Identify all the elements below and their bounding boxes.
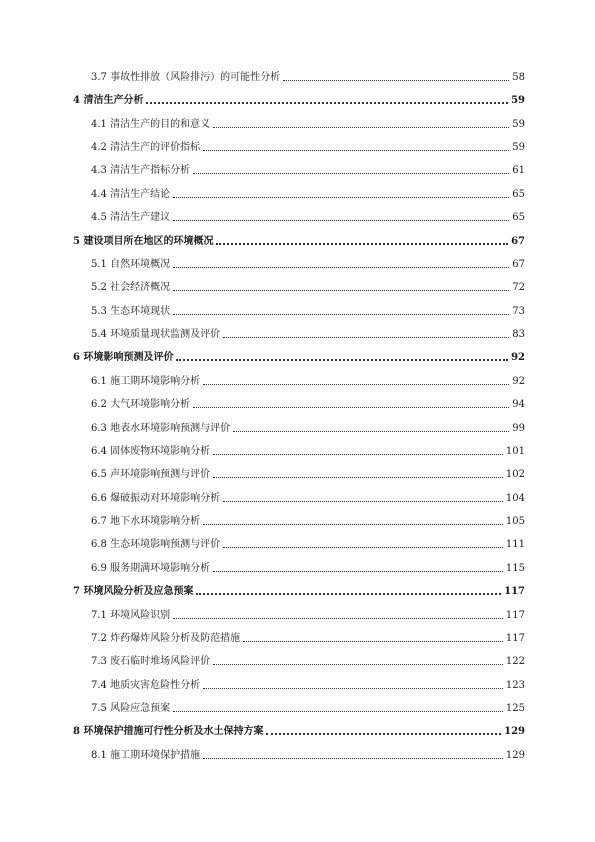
dot-leader xyxy=(283,80,509,81)
toc-section-entry[interactable] xyxy=(91,304,525,318)
dot-leader xyxy=(243,641,503,642)
toc-entry-title: 6.1 施工期环境影响分析 xyxy=(91,375,201,387)
toc-page-number: 102 xyxy=(505,469,525,481)
toc-entry-title: 3.7 事故性排放（风险排污）的可能性分析 xyxy=(91,72,281,83)
toc-page-number: 104 xyxy=(505,492,525,504)
toc-entry-title: 6.4 固体废物环境影响分析 xyxy=(91,445,211,457)
toc-entry-title: 5 建设项目所在地区的环境概况 xyxy=(73,235,214,247)
dot-leader xyxy=(203,150,509,151)
toc-entry-title: 7 环境风险分析及应急预案 xyxy=(73,586,194,598)
toc-page-number: 59 xyxy=(512,142,525,154)
dot-leader xyxy=(173,314,509,315)
toc-section-entry[interactable] xyxy=(91,654,525,668)
dot-leader xyxy=(173,711,503,712)
toc-section-entry[interactable] xyxy=(91,187,525,201)
toc-page-number: 59 xyxy=(511,95,525,107)
toc-section-entry[interactable] xyxy=(91,257,525,271)
toc-entry-title: 6.9 服务期满环境影响分析 xyxy=(91,562,211,574)
toc-page-number: 105 xyxy=(505,516,525,528)
toc-entry-title: 5.1 自然环境概况 xyxy=(91,258,171,270)
toc-entry-title: 6.2 大气环境影响分析 xyxy=(91,399,191,411)
toc-entry-title: 4.1 清洁生产的目的和意义 xyxy=(91,118,211,130)
dot-leader xyxy=(196,593,501,595)
toc-section-entry[interactable] xyxy=(91,444,525,458)
toc-section-entry[interactable] xyxy=(91,491,525,505)
toc-entry-title: 5.2 社会经济概况 xyxy=(91,282,171,294)
toc-page-number: 122 xyxy=(505,656,525,668)
toc-entry-title: 6.7 地下水环境影响分析 xyxy=(91,516,201,528)
toc-entry-title: 8 环境保护措施可行性分析及水土保持方案 xyxy=(73,726,264,738)
dot-leader xyxy=(213,127,509,128)
dot-leader xyxy=(173,290,509,291)
toc-section-entry[interactable] xyxy=(91,748,525,762)
toc-page-number: 73 xyxy=(512,305,525,317)
dot-leader xyxy=(203,758,503,759)
dot-leader xyxy=(203,688,503,689)
toc-entry-title: 4.3 清洁生产指标分析 xyxy=(91,165,191,177)
toc-page-number: 94 xyxy=(512,399,525,411)
dot-leader xyxy=(213,664,503,665)
dot-leader xyxy=(213,571,503,572)
toc-page-number: 59 xyxy=(512,118,525,130)
toc-entry-title: 6.6 爆破振动对环境影响分析 xyxy=(91,492,221,504)
toc-section-entry[interactable] xyxy=(91,70,525,84)
toc-chapter-entry[interactable] xyxy=(73,234,525,248)
dot-leader xyxy=(203,384,509,385)
toc-page-number: 129 xyxy=(504,726,525,738)
toc-section-entry[interactable] xyxy=(91,421,525,435)
toc-section-entry[interactable] xyxy=(91,163,525,177)
toc-entry-title: 8.1 施工期环境保护措施 xyxy=(91,749,201,761)
dot-leader xyxy=(223,501,503,502)
toc-entry-title: 4.2 清洁生产的评价指标 xyxy=(91,142,201,154)
toc-section-entry[interactable] xyxy=(91,117,525,131)
toc-page-number: 58 xyxy=(512,72,525,83)
toc-page-number: 117 xyxy=(505,632,525,644)
toc-page-number: 92 xyxy=(512,375,525,387)
dot-leader xyxy=(266,733,501,735)
toc-entry-title: 5.3 生态环境现状 xyxy=(91,305,171,317)
toc-page-number: 125 xyxy=(505,702,525,714)
dot-leader xyxy=(216,243,508,245)
dot-leader xyxy=(193,407,509,408)
dot-leader xyxy=(173,220,509,221)
toc-entry-title: 5.4 环境质量现状监测及评价 xyxy=(91,329,221,341)
toc-section-entry[interactable] xyxy=(91,701,525,715)
toc-entry-title: 6.3 地表水环境影响预测与评价 xyxy=(91,422,231,434)
toc-chapter-entry[interactable] xyxy=(73,93,525,107)
dot-leader xyxy=(223,547,503,548)
toc-page-number: 117 xyxy=(505,609,525,621)
toc-entry-title: 4.4 清洁生产结论 xyxy=(91,188,171,200)
dot-leader xyxy=(193,173,509,174)
dot-leader xyxy=(146,102,508,104)
toc-section-entry[interactable] xyxy=(91,467,525,481)
toc-entry-title: 7.1 环境风险识别 xyxy=(91,609,171,621)
toc-page-number: 72 xyxy=(512,282,525,294)
toc-page-number: 67 xyxy=(512,258,525,270)
toc-section-entry[interactable] xyxy=(91,374,525,388)
toc-chapter-entry[interactable] xyxy=(73,584,525,598)
toc-page-number: 83 xyxy=(512,329,525,341)
toc-section-entry[interactable] xyxy=(91,210,525,224)
toc-section-entry[interactable] xyxy=(91,561,525,575)
dot-leader xyxy=(213,454,503,455)
dot-leader xyxy=(173,197,509,198)
toc-page-number: 61 xyxy=(512,165,525,177)
dot-leader xyxy=(213,477,503,478)
toc-section-entry[interactable] xyxy=(91,631,525,645)
toc-page-number: 67 xyxy=(511,235,525,247)
toc-section-entry[interactable] xyxy=(91,537,525,551)
toc-entry-title: 4 清洁生产分析 xyxy=(73,95,144,107)
dot-leader xyxy=(173,267,509,268)
toc-section-entry[interactable] xyxy=(91,397,525,411)
toc-page-number: 111 xyxy=(505,539,525,551)
dot-leader xyxy=(173,618,503,619)
toc-entry-title: 6.5 声环境影响预测与评价 xyxy=(91,469,211,481)
toc-page-number: 92 xyxy=(511,352,525,364)
toc-page-number: 115 xyxy=(505,562,525,574)
toc-page-number: 101 xyxy=(505,445,525,457)
toc-entry-title: 7.2 炸药爆炸风险分析及防范措施 xyxy=(91,632,241,644)
toc-section-entry[interactable] xyxy=(91,678,525,692)
toc-page-number: 129 xyxy=(505,749,525,761)
toc-section-entry[interactable] xyxy=(91,280,525,294)
toc-entry-title: 7.4 地质灾害危险性分析 xyxy=(91,679,201,691)
toc-entry-title: 7.3 废石临时堆场风险评价 xyxy=(91,656,211,668)
dot-leader xyxy=(233,431,509,432)
toc-chapter-entry[interactable] xyxy=(73,724,525,738)
toc-chapter-entry[interactable] xyxy=(73,350,525,364)
toc-entry-title: 4.5 清洁生产建议 xyxy=(91,212,171,224)
toc-page-number: 65 xyxy=(512,188,525,200)
toc-section-entry[interactable] xyxy=(91,608,525,622)
toc-entry-title: 6.8 生态环境影响预测与评价 xyxy=(91,539,221,551)
toc-entry-title: 7.5 风险应急预案 xyxy=(91,702,171,714)
toc-page-number: 65 xyxy=(512,212,525,224)
toc-section-entry[interactable] xyxy=(91,327,525,341)
toc-page-number: 117 xyxy=(504,586,525,598)
dot-leader xyxy=(223,337,509,338)
toc-entry-title: 6 环境影响预测及评价 xyxy=(73,352,174,364)
toc-page-number: 99 xyxy=(512,422,525,434)
dot-leader xyxy=(203,524,503,525)
dot-leader xyxy=(176,359,508,361)
toc-page-number: 123 xyxy=(505,679,525,691)
toc-section-entry[interactable] xyxy=(91,514,525,528)
toc-section-entry[interactable] xyxy=(91,140,525,154)
